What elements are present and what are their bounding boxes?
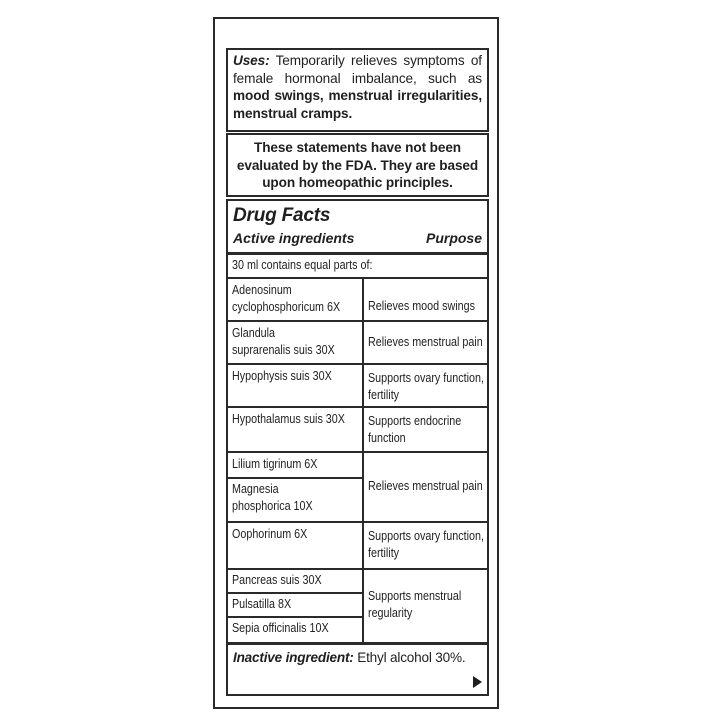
drug-facts-panel (226, 199, 489, 696)
row-rule (363, 521, 487, 523)
row-rule (228, 477, 362, 479)
row-rule (228, 521, 362, 523)
row-rule (228, 406, 362, 408)
uses-section (226, 48, 489, 132)
row-rule (363, 568, 487, 570)
ingredient-cell: Pulsatilla 8X (232, 597, 292, 611)
ingredient-cell: Sepia officinalis 10X (232, 621, 329, 635)
inactive-value: Ethyl alcohol 30%. (353, 650, 466, 665)
purpose-heading: Purpose (425, 230, 482, 246)
ingredient-cell: Magnesia phosphorica 10X (232, 482, 313, 513)
row-rule (228, 320, 362, 322)
row-rule (363, 363, 487, 365)
purpose-cell: Supports menstrual regularity (368, 589, 462, 620)
purpose-cell: Relieves menstrual pain (368, 479, 483, 493)
row-rule (363, 451, 487, 453)
ingredient-cell: Lilium tigrinum 6X (232, 457, 318, 471)
ingredient-cell: Adenosinum cyclophosphoricum 6X (232, 283, 341, 314)
row-rule (228, 592, 362, 594)
row-rule (228, 451, 362, 453)
row-rule (363, 406, 487, 408)
continue-arrow-icon (473, 676, 482, 688)
ingredient-cell: Glandula suprarenalis suis 30X (232, 326, 335, 357)
table-top-rule (228, 277, 487, 279)
uses-intro: Temporarily relieves symptoms of female hormonal imbalance, such as (233, 53, 482, 86)
drug-facts-title: Drug Facts (233, 205, 331, 226)
inactive-ingredient (233, 650, 465, 665)
fda-statement: These statements have not been evaluated by the FDA. They are based upon homeopathic principles. (236, 140, 479, 190)
purpose-cell: Supports ovary function, fertility (368, 529, 484, 560)
fda-statement-box (226, 133, 489, 197)
row-rule (228, 568, 362, 570)
purpose-cell: Relieves menstrual pain (368, 335, 483, 349)
header-rule (228, 252, 487, 255)
uses-symptoms: mood swings, menstrual irregularities, menstrual cramps. (233, 88, 482, 121)
purpose-cell: Supports ovary function, fertility (368, 371, 484, 402)
inactive-heading: Inactive ingredient: (233, 650, 354, 665)
ingredient-cell: Hypophysis suis 30X (232, 369, 332, 383)
purpose-cell: Supports endocrine function (368, 414, 462, 445)
ingredient-cell: Hypothalamus suis 30X (232, 412, 345, 426)
row-rule (228, 363, 362, 365)
column-divider (362, 278, 364, 642)
uses-heading: Uses: (233, 53, 270, 68)
row-rule (363, 320, 487, 322)
contains-line: 30 ml contains equal parts of: (232, 258, 373, 272)
active-ingredients-heading: Active ingredients (233, 230, 355, 246)
ingredient-cell: Oophorinum 6X (232, 527, 308, 541)
table-bottom-rule (228, 642, 487, 645)
purpose-cell: Relieves mood swings (368, 299, 475, 313)
row-rule (228, 616, 362, 618)
ingredient-cell: Pancreas suis 30X (232, 573, 322, 587)
uses-text (233, 52, 482, 122)
